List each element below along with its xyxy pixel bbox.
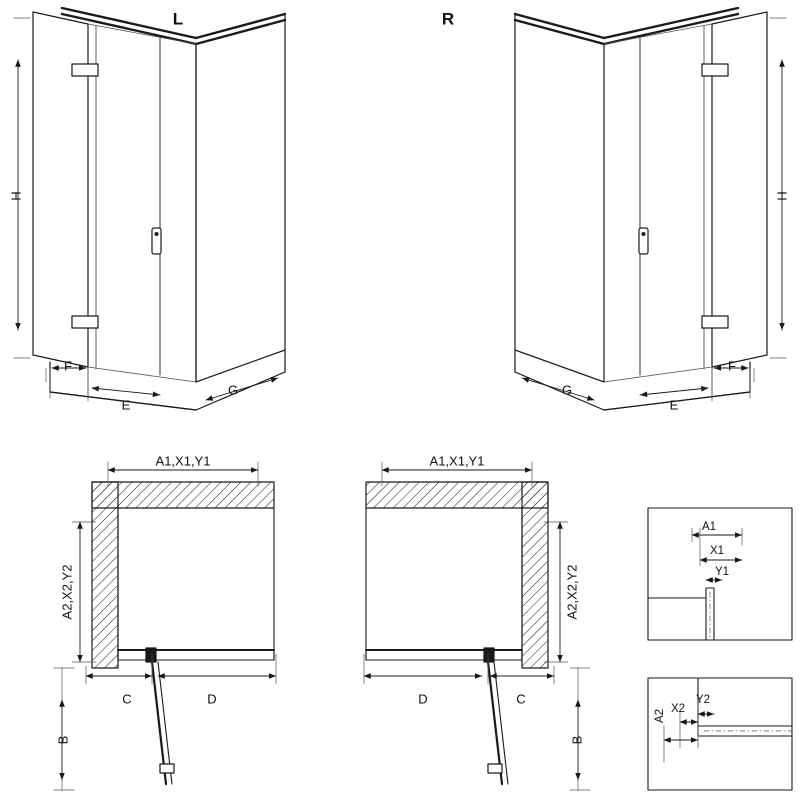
plan-view-right [364, 462, 590, 790]
detail-top-label-x1: X1 [709, 545, 725, 558]
iso-left-side-bottom-label: G [227, 382, 239, 398]
iso-left-front-bottom-label: E [121, 397, 131, 413]
detail-bottom-label-y2: Y2 [695, 694, 711, 707]
iso-right-side-bottom-label: G [561, 382, 573, 398]
iso-left-height-label: H [8, 191, 24, 201]
detail-bottom-label-a2: A2 [654, 708, 667, 724]
detail-top-label-a1: A1 [701, 521, 717, 534]
plan-left-top-dimension-label: A1,X1,Y1 [155, 453, 211, 469]
plan-right-swing-label: B [569, 735, 585, 745]
plan-right-side-dimension-label: A2,X2,Y2 [564, 564, 580, 620]
plan-left-door-outer-label: D [207, 691, 217, 707]
iso-left-handedness-label: L [172, 9, 184, 29]
detail-top-label-y1: Y1 [714, 566, 730, 579]
iso-left-front-small-label: F [64, 358, 72, 374]
iso-right-front-bottom-label: E [669, 397, 679, 413]
plan-left-door-inner-label: C [122, 691, 132, 707]
detail-bottom-label-x2: X2 [670, 703, 686, 716]
iso-right-handedness-label: R [441, 9, 455, 29]
plan-view-left [54, 462, 276, 790]
iso-right-height-label: H [774, 191, 790, 201]
plan-left-swing-label: B [55, 735, 71, 745]
plan-right-door-outer-label: D [418, 691, 428, 707]
iso-view-left [14, 8, 285, 413]
plan-right-door-inner-label: C [516, 691, 526, 707]
iso-right-front-small-label: F [728, 358, 736, 374]
plan-left-side-dimension-label: A2,X2,Y2 [59, 564, 75, 620]
detail-view-bottom [648, 678, 792, 790]
plan-right-top-dimension-label: A1,X1,Y1 [429, 453, 485, 469]
iso-view-right [515, 8, 786, 413]
